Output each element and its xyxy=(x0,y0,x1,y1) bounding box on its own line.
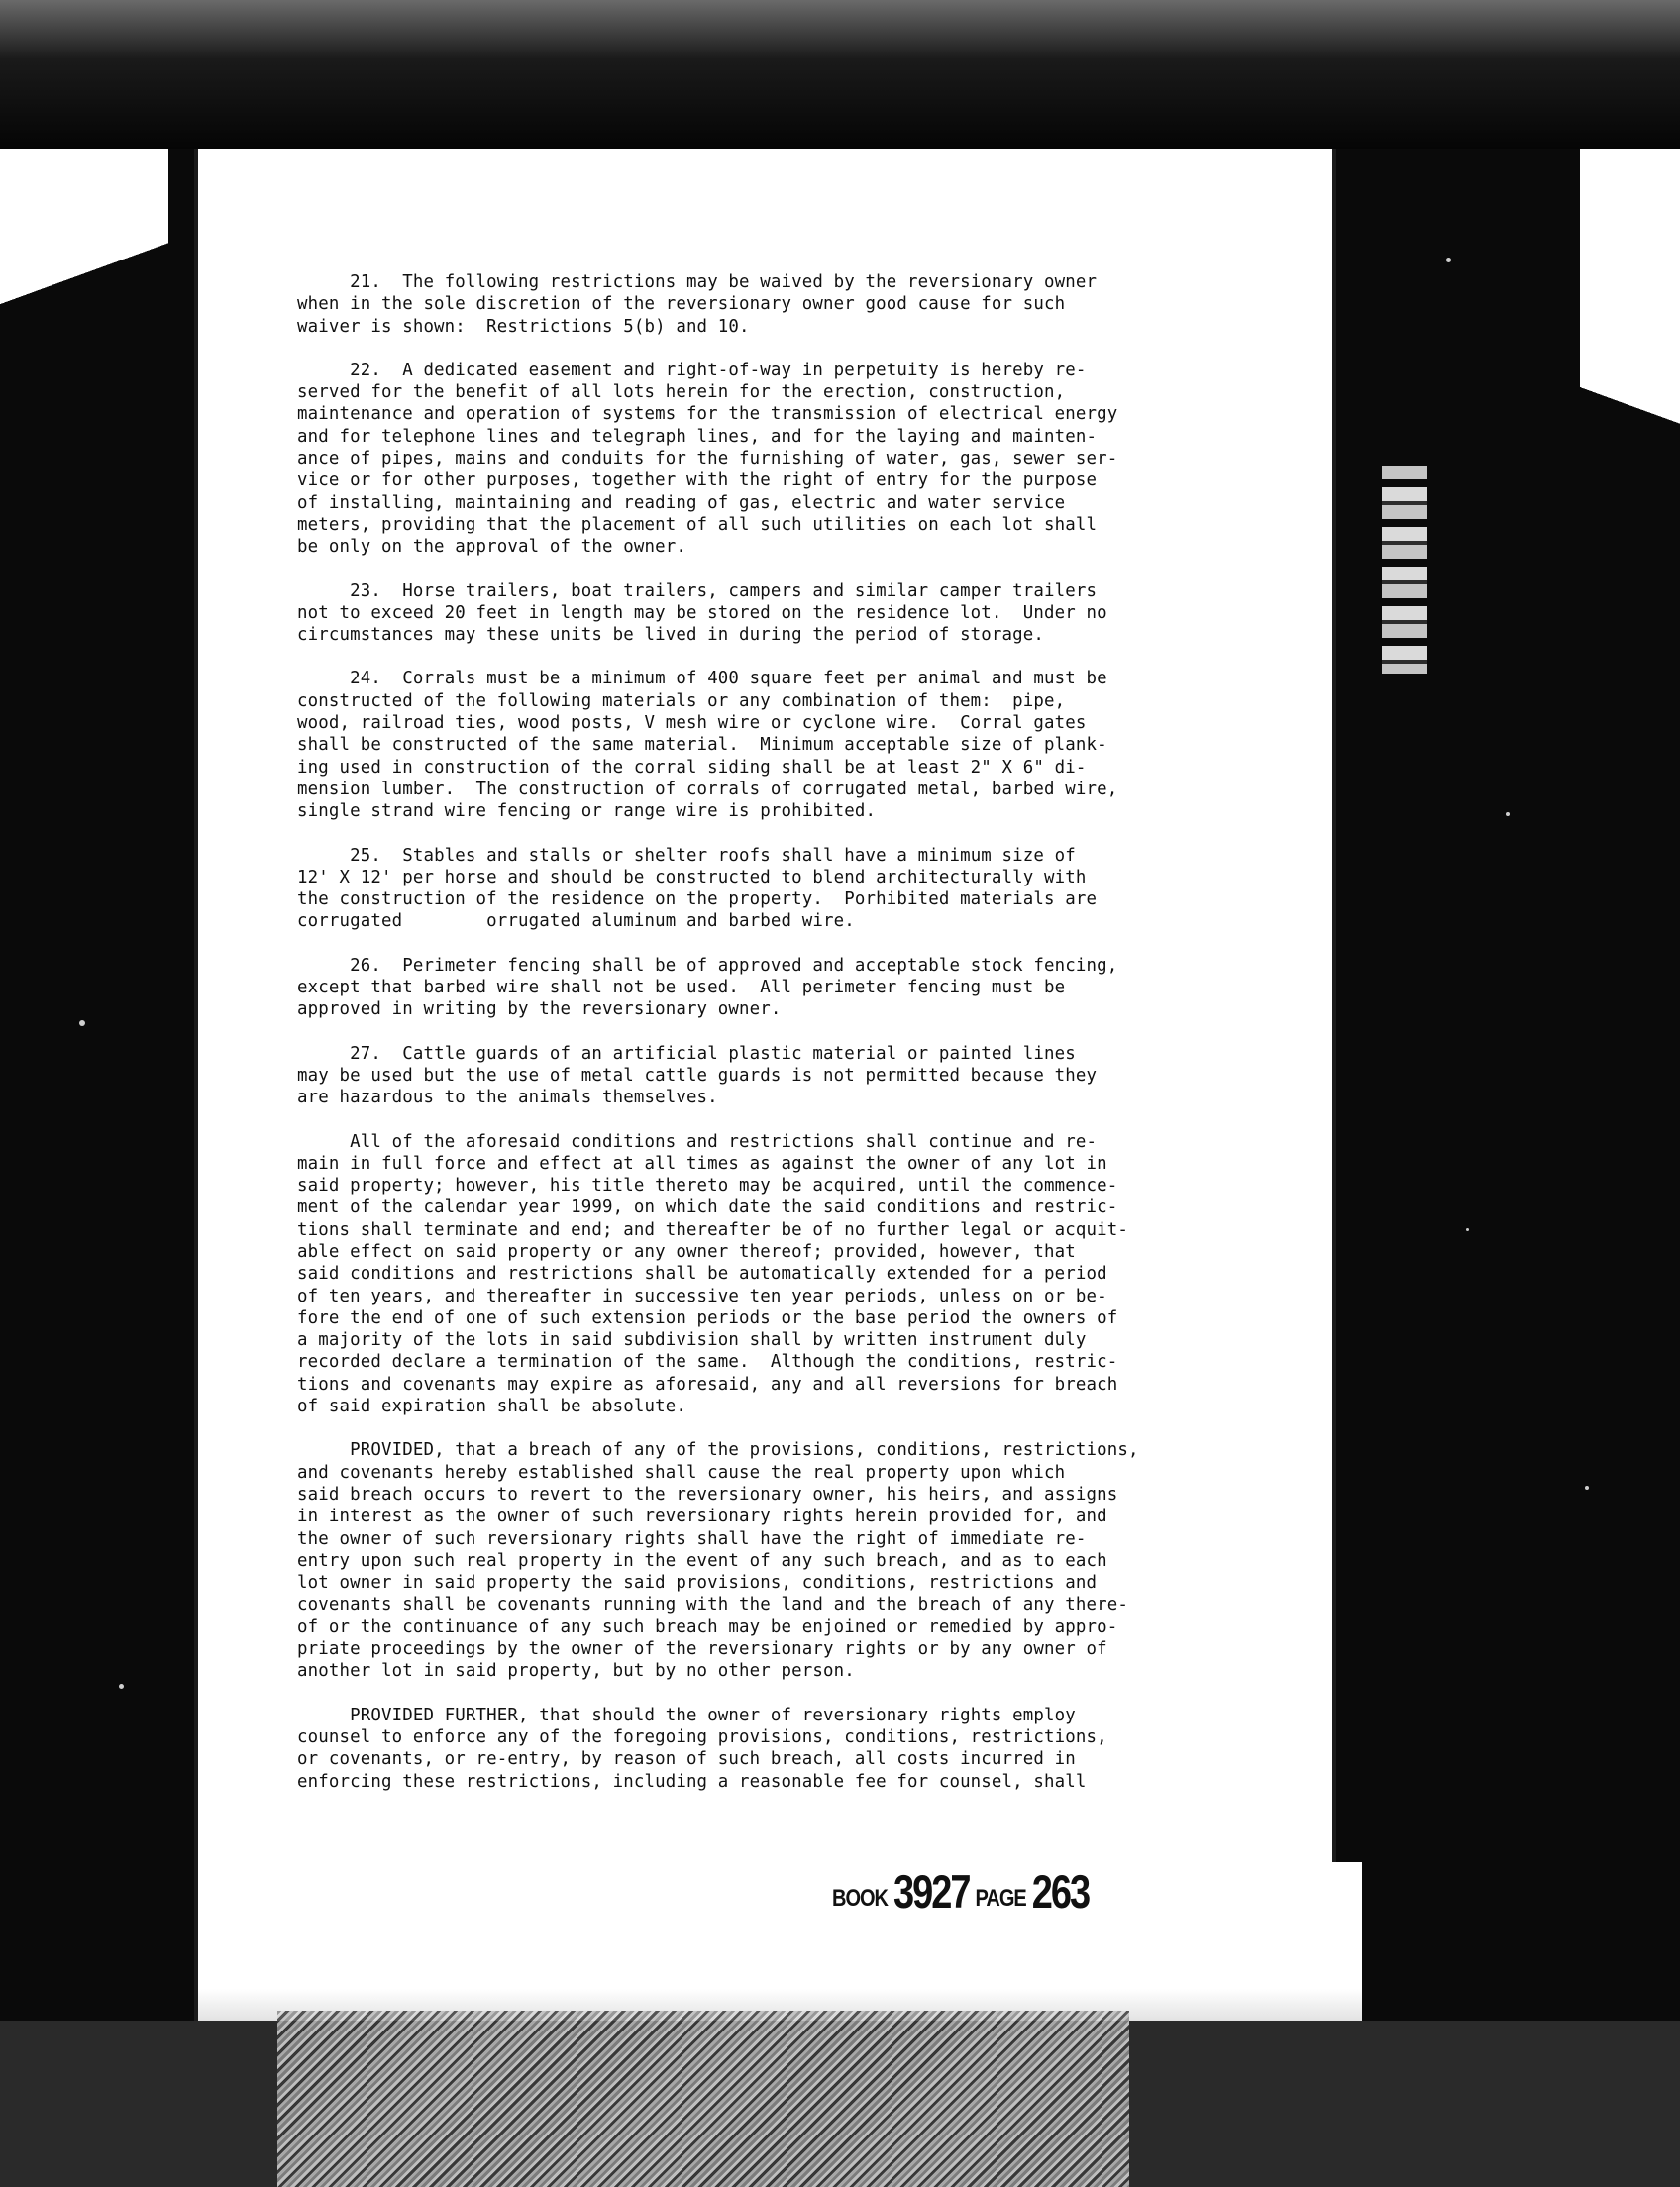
dust-speck xyxy=(1506,812,1510,816)
binding-tab xyxy=(1382,466,1427,674)
scanner-right-glare xyxy=(1580,149,1680,505)
book-number: 3927 xyxy=(893,1866,970,1920)
paragraph-24: 24. Corrals must be a minimum of 400 square feet per animal and must be constructed of the following materials or any combination of them: pipe, wood, railroad ties, wood posts, V mesh wire or cyclone wire. Corral gates shall be constructed of the same material. Minimum acceptable size of plank- ing used in construction of the corral siding shall be at least 2" X 6" di- mension lumber. The construction of corrals of corrugated metal, barbed wire, single strand wire fencing or range wire is prohibited. xyxy=(297,669,1118,822)
page-number: 263 xyxy=(1031,1866,1090,1920)
scanner-left-glare xyxy=(0,149,168,347)
scanner-top-edge xyxy=(0,0,1680,149)
paragraph-term: All of the aforesaid conditions and restrictions shall continue and re- main in full force and effect at all times as against the owner of any lot in said property; however, his title thereto may be acquired, until the commence- ment of the calendar year 1999, on which date the said conditions and restric- tions shall terminate and end; and thereafter be of no further legal or acquit- able effect on said property or any owner thereof; provided, however, that said conditions and restrictions shall be automatically extended for a period of ten years, and thereafter in successive ten year periods, unless on or be- fore the end of one of such extension periods or the base period the owners of a majority of the lots in said subdivision shall by written instrument duly recorded declare a termination of the same. Although the conditions, restric- tions and covenants may expire as aforesaid, any and all reversions for breach of said expiration shall be absolute. xyxy=(297,1131,1128,1417)
paragraph-21: 21. The following restrictions may be waived by the reversionary owner when in the sole discretion of the reversionary owner good cause for such waiver is shown: Restrictions 5(b) and 10. xyxy=(297,272,1098,337)
paragraph-23: 23. Horse trailers, boat trailers, campers and similar camper trailers not to exceed 20 feet in length may be stored on the residence lot. Under no circumstances may these units be lived in during the period of storage. xyxy=(297,580,1107,646)
paragraph-26: 26. Perimeter fencing shall be of approved and acceptable stock fencing, except that barbed wire shall not be used. All perimeter fencing must be approved in writing by the reversionary owner. xyxy=(297,955,1118,1020)
paragraph-provided-further: PROVIDED FURTHER, that should the owner of reversionary rights employ counsel to enforce any of the foregoing provisions, conditions, restrictions, or covenants, or re-entry, by reason of such breach, all costs incurred in enforcing these restrictions, including a reasonable fee for counsel, shall xyxy=(297,1705,1107,1792)
dust-speck xyxy=(1466,1228,1469,1231)
scan-noise xyxy=(277,2011,1129,2187)
page-label: PAGE xyxy=(975,1885,1026,1913)
dust-speck xyxy=(119,1684,124,1689)
recording-reference xyxy=(832,1866,1090,1920)
scanner-right-shadow xyxy=(1580,1803,1680,2021)
book-label: BOOK xyxy=(832,1885,888,1913)
dust-speck xyxy=(79,1020,85,1026)
page-bottom-margin xyxy=(198,1862,1362,2021)
paragraph-27: 27. Cattle guards of an artificial plastic material or painted lines may be used but the use of metal cattle guards is not permitted because they are hazardous to the animals themselves. xyxy=(297,1043,1098,1108)
dust-speck xyxy=(1446,258,1451,262)
paragraph-25: 25. Stables and stalls or shelter roofs shall have a minimum size of 12' X 12' per horse and should be constructed to blend architecturally with the construction of the residence on the property. Porhibited materials are corrugated orrugated aluminum and barbed wire. xyxy=(297,845,1098,932)
paragraph-provided: PROVIDED, that a breach of any of the provisions, conditions, restrictions, and covenants hereby established shall cause the real property upon which said breach occurs to revert to the reversionary owner, his heirs, and assigns in interest as the owner of such reversionary rights herein provided for, and the owner of such reversionary rights shall have the right of immediate re- entry upon such real property in the event of any such breach, and as to each lot owner in said property the said provisions, conditions, restrictions and covenants shall be covenants running with the land and the breach of any there- of or the continuance of any such breach may be enjoined or remedied by appro- priate proceedings by the owner of the reversionary rights or by any owner of another lot in said property, but by no other person. xyxy=(297,1440,1139,1682)
scanner-left-edge xyxy=(0,149,198,2187)
paragraph-22: 22. A dedicated easement and right-of-way in perpetuity is hereby re- served for the benefit of all lots herein for the erection, construction, maintenance and operation of systems for the transmission of electrical energy and for telephone lines and telegraph lines, and for the laying and mainten- ance of pipes, mains and conduits for the furnishing of water, gas, sewer ser- vice or for other purposes, together with the right of entry for the purpose of installing, maintaining and reading of gas, electric and water service meters, providing that the placement of all such utilities on each lot shall be only on the approval of the owner. xyxy=(297,360,1118,558)
document-body xyxy=(297,271,1228,1815)
dust-speck xyxy=(1585,1486,1589,1490)
